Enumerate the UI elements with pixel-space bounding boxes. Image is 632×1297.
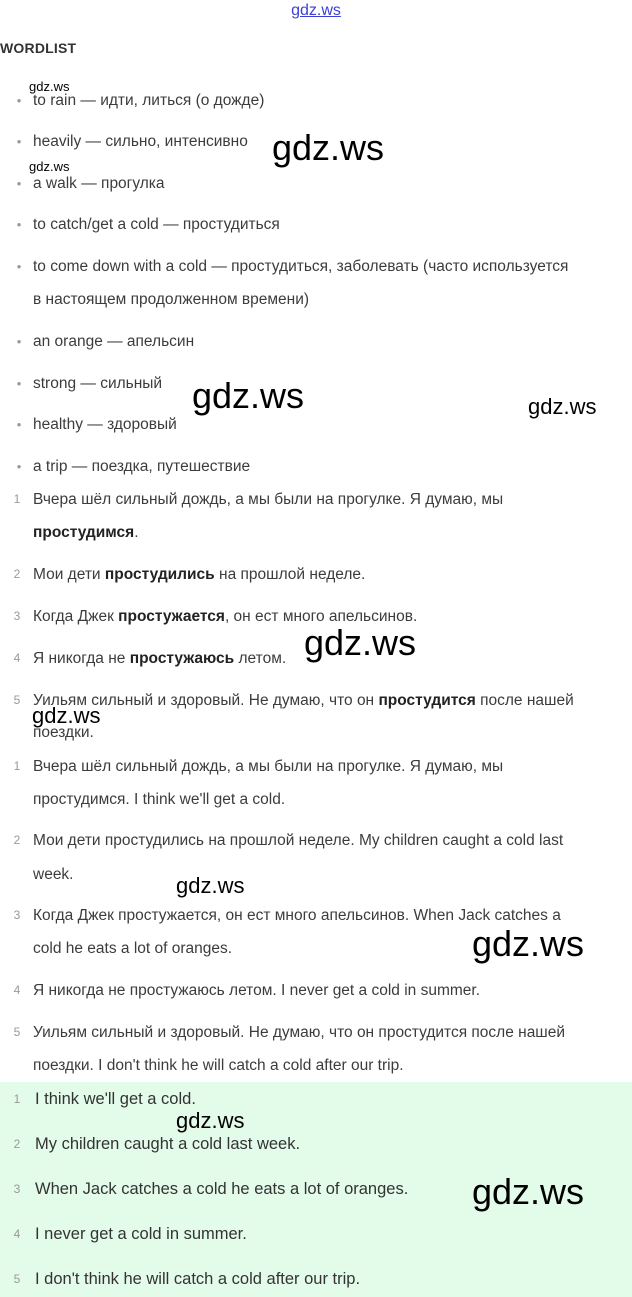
watermark: gdz.ws — [272, 127, 385, 168]
bullet-icon: • — [16, 259, 22, 274]
wordlist-heading: WORDLIST — [0, 40, 77, 56]
site-link[interactable]: gdz.ws — [291, 2, 341, 19]
bullet-icon: • — [16, 134, 22, 149]
bullet-icon: • — [16, 376, 22, 391]
bullet-icon: • — [16, 176, 22, 191]
watermark: gdz.ws — [29, 79, 70, 94]
bullet-icon: • — [16, 459, 22, 474]
watermark: gdz.ws — [176, 873, 245, 898]
watermark: gdz.ws — [472, 923, 585, 964]
bullet-icon: • — [16, 417, 22, 432]
watermark: gdz.ws — [176, 1108, 245, 1133]
watermark: gdz.ws — [528, 394, 597, 419]
bullet-icon: • — [16, 217, 22, 232]
watermark: gdz.ws — [192, 375, 305, 416]
bullet-icon: • — [16, 93, 22, 108]
bullet-icon: • — [16, 334, 22, 349]
watermark: gdz.ws — [29, 159, 70, 174]
watermark: gdz.ws — [32, 703, 101, 728]
watermark: gdz.ws — [472, 1171, 585, 1212]
watermark: gdz.ws — [304, 622, 417, 663]
